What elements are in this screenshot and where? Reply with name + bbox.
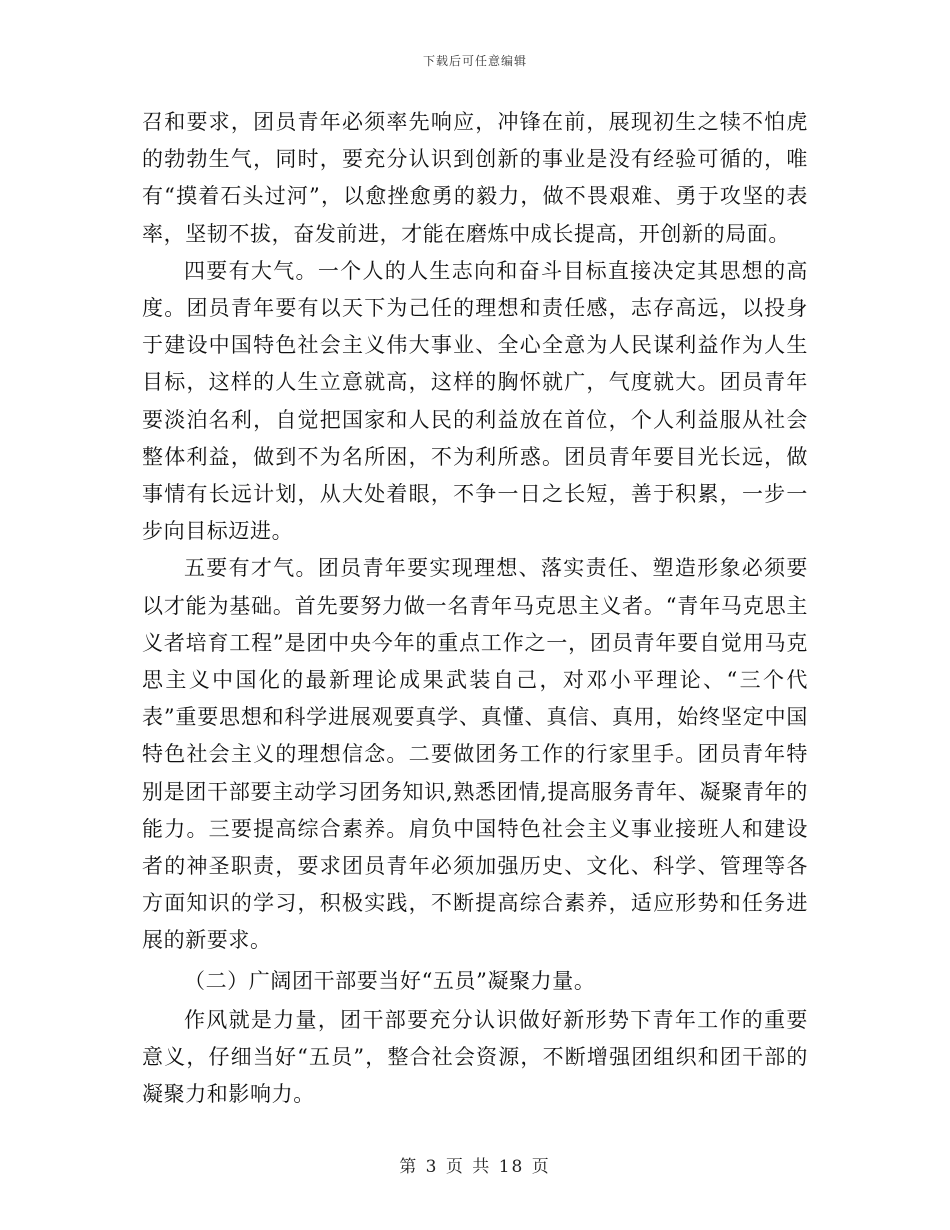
header-note: 下载后可任意编辑 [422, 54, 527, 68]
paragraph-closing: 作风就是力量，团干部要充分认识做好新形势下青年工作的重要意义，仔细当好“五员”，整合社会资源，不断增强团组织和团干部的凝聚力和影响力。 [142, 1007, 808, 1107]
section-heading: （二）广阔团干部要当好“五员”凝聚力量。 [184, 968, 596, 993]
page-number: 第 3 页 共 18 页 [399, 1157, 551, 1177]
document-body [142, 104, 808, 1113]
paragraph-continued: 召和要求，团员青年必须率先响应，冲锋在前，展现初生之犊不怕虎的勃勃生气，同时，要充分认识到创新的事业是没有经验可循的，唯有“摸着石头过河”，以愈挫愈勇的毅力，做不畏艰难、勇于攻坚的表率，坚韧不拔，奋发前进，才能在磨炼中成长提高，开创新的局面。 [142, 110, 808, 246]
paragraph-five-caiqi: 五要有才气。团员青年要实现理想、落实责任、塑造形象必须要以才能为基础。首先要努力做一名青年马克思主义者。“青年马克思主义者培育工程”是团中央今年的重点工作之一，团员青年要自觉用马克思主义中国化的最新理论成果武装自己，对邓小平理论、“三个代表”重要思想和科学进展观要真学、真懂、真信、真用，始终坚定中国特色社会主义的理想信念。二要做团务工作的行家里手。团员青年特别是团干部要主动学习团务知识,熟悉团情,提高服务青年、凝聚青年的能力。三要提高综合素养。肩负中国特色社会主义事业接班人和建设者的神圣职责，要求团员青年必须加强历史、文化、科学、管理等各方面知识的学习，积极实践，不断提高综合素养，适应形势和任务进展的新要求。 [142, 556, 808, 953]
paragraph-four-dadi: 四要有大气。一个人的人生志向和奋斗目标直接决定其思想的高度。团员青年要有以天下为己任的理想和责任感，志存高远，以投身于建设中国特色社会主义伟大事业、全心全意为人民谋利益作为人生目标，这样的人生立意就高，这样的胸怀就广，气度就大。团员青年要淡泊名利，自觉把国家和人民的利益放在首位，个人利益服从社会整体利益，做到不为名所困，不为利所惑。团员青年要目光长远，做事情有长远计划，从大处着眼，不争一日之长短，善于积累，一步一步向目标迈进。 [142, 258, 808, 544]
